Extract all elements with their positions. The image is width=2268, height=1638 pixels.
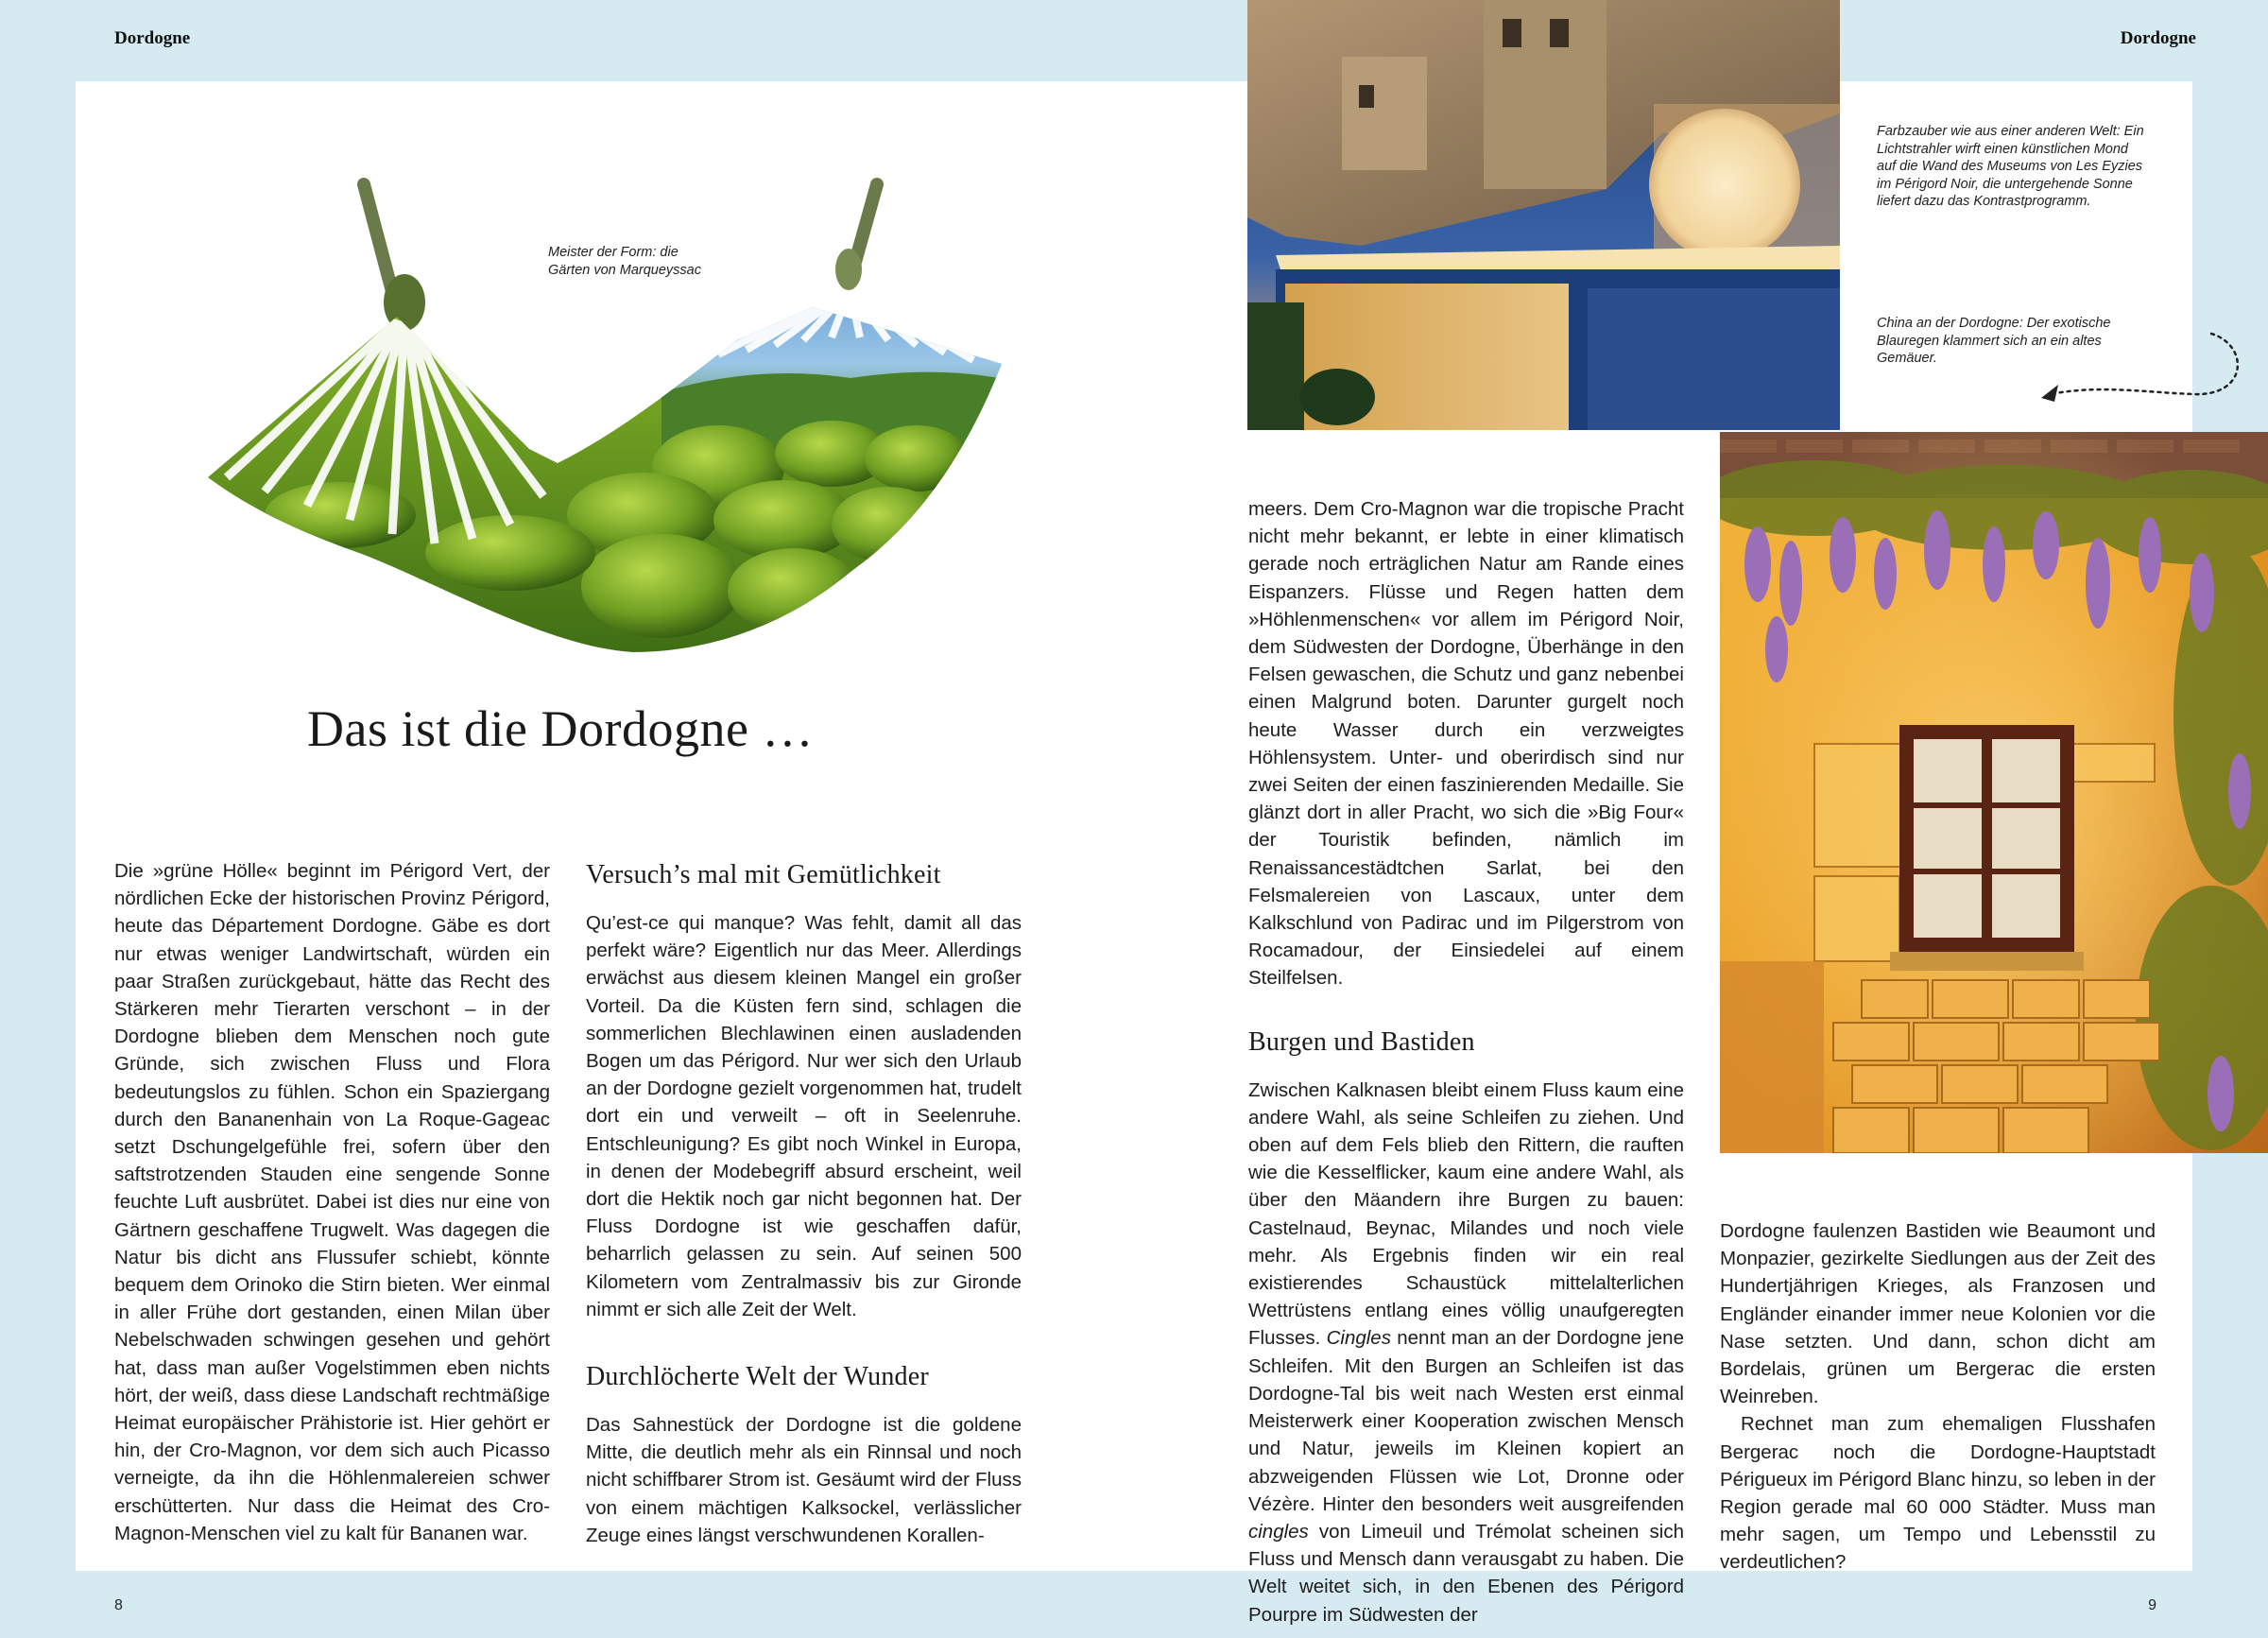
col1-paragraph-1: Die »grüne Hölle« beginnt im Périgord Vert, der nördlichen Ecke der historischen Provinz Périgord, heute das Département Dordogne. Gäbe es dort nur etwas weniger Landwirtschaft, würden ein paar Straßen zurückgebaut, hätte das Recht des Stärkeren mehr Tierarten verschont – in der Dordogne blieben dem Menschen noch gute Gründe, sich zwischen Fluss und Flora bedeutungslos zu fühlen. Schon ein Spaziergang durch den Bananenhain von La Roque-Gageac setzt Dschungelgefühle frei, sofern über den saftstrotzenden Stauden eine sengende Sonne feuchte Luft ausbrütet. Dabei ist dies nur eine von Gärtnern geschaffene Trugwelt. Was dagegen die Natur bis dicht ans Flussufer schiebt, könnte bequem dem Orinoko die Stirn bieten. Wer einmal in aller Frühe dort gestanden, einen Milan über Nebelschwaden schwingen gesehen und gehört hat, dass man außer Vogelstimmen eben nichts hört, der weiß, dass diese Landschaft rechtmäßige Heimat europäischer Prähistorie ist. Hier gehört er hin, der Cro-Magnon, vor dem sich auch Picasso verneigte, da ihn die Höhlenmalereien schwer erschütterten. Nur dass die Heimat des Cro-Magnon-Menschen viel zu kalt für Bananen war. — [114, 860, 550, 1544]
caption-wisteria: China an der Dordogne: Der exotische Blauregen klammert sich an ein altes Gemäuer. — [1877, 316, 2111, 366]
page-title: Das ist die Dordogne … — [307, 700, 814, 757]
column-2 — [586, 860, 1022, 1549]
running-head-left: Dordogne — [114, 28, 191, 48]
col3-p2-part-c: nennt man an der Dordogne jene Schleifen. Mit den Burgen an Schleifen ist das Dordogne-Tal bis weit nach Westen erst einmal Meisterwerk einer Kooperation zwischen Mensch und Natur, jeweils im Kleinen kopiert an abzweigenden Flüssen wie Lot, Dronne oder Vézère. Hinter den besonders weit ausgreifenden — [1248, 1327, 1684, 1515]
column-3 — [1248, 495, 1684, 1629]
column-1 — [114, 857, 550, 1547]
col4-paragraph-1: Dordogne faulenzen Bastiden wie Beaumont und Monpazier, gezirkelte Siedlungen aus der Zeit des Hundertjährigen Krieges, als Franzosen und Engländer einander immer neue Kolonien vor die Nase setzten. Und dann, schon dicht am Bordelais, grünen um Bergerac die ersten Weinreben. — [1720, 1220, 2156, 1408]
col3-p2-italic-cingles-2: cingles — [1248, 1520, 1309, 1543]
col4-paragraph-2: Rechnet man zum ehemaligen Flusshafen Bergerac noch die Dordogne-Hauptstadt Périgueux im Périgord Blanc hinzu, so leben in der Region gerade mal 60 000 Städter. Muss man mehr sagen, um Tempo und Lebensstil zu verdeutlichen? — [1720, 1413, 2156, 1574]
caption-museum: Farbzauber wie aus einer anderen Welt: Ein Lichtstrahler wirft einen künstlichen Mond auf die Wand des Museums von Les Eyzies im Périgord Noir, die untergehende Sonne liefert dazu das Kontrastprogramm. — [1877, 124, 2144, 209]
wisteria-wall-image — [1720, 432, 2268, 1153]
running-head-right: Dordogne — [2120, 28, 2196, 48]
col3-p2-italic-cingles: Cingles — [1326, 1327, 1391, 1350]
museum-les-eyzies-image — [1247, 0, 1840, 430]
subheading-gemuetlichkeit: Versuch’s mal mit Gemütlichkeit — [586, 860, 941, 889]
col3-p2-part-e: von Limeuil und Trémolat scheinen sich Fluss und Mensch dann verausgabt zu haben. Die Welt weitet sich, in den Ebenen des Périgord Pourpre im Südwesten der — [1248, 1520, 1684, 1626]
dotted-arrow-icon — [2022, 326, 2249, 411]
col2-paragraph-1: Qu’est-ce qui manque? Was fehlt, damit all das perfekt wäre? Eigentlich nur das Meer. Allerdings erwächst aus diesem kleinen Mangel ein großer Vorteil. Da die Küsten fern sind, schlagen die sommerlichen Blechlawinen einen ausladenden Bogen um das Périgord. Nur wer sich den Urlaub an der Dordogne gezielt vorgenommen hat, trudelt dort ein und verweilt – oft in Seelenruhe. Entschleunigung? Es gibt noch Winkel in Europa, in denen der Modebegriff absurd erscheint, weil dort die Hektik noch gar nicht begonnen hat. Der Fluss Dordogne ist wie geschaffen dafür, beharrlich gelassen zu sein. Auf seinen 500 Kilometern vom Zentralmassiv bis zur Gironde nimmt er sich alle Zeit der Welt. — [586, 912, 1022, 1320]
subheading-burgen-bastiden: Burgen und Bastiden — [1248, 1026, 1475, 1057]
column-4 — [1720, 1217, 2156, 1577]
subheading-welt-der-wunder: Durchlöcherte Welt der Wunder — [586, 1362, 929, 1392]
page-number-right: 9 — [2148, 1597, 2156, 1613]
caption-hammock: Meister der Form: die Gärten von Marqueyssac — [548, 245, 701, 278]
col3-paragraph-2 — [1248, 1077, 1684, 1629]
col3-p2-part-a: Zwischen Kalknasen bleibt einem Fluss kaum eine andere Wahl, als seine Schleifen zu ziehen. Und oben auf dem Fels blieb den Rittern, die rauften wie die Kesselflicker, kaum eine andere Wahl, als über den Mäandern ihre Burgen zu bauen: Castelnaud, Beynac, Milandes und noch viele mehr. Als Ergebnis finden wir ein real existierendes Schaustück mittelalterlichen Wettrüstens entlang eines völlig unaufgeregten Flusses. — [1248, 1078, 1684, 1350]
col3-paragraph-1: meers. Dem Cro-Magnon war die tropische Pracht nicht mehr bekannt, er lebte in einer klimatisch gerade noch erträglichen Natur am Rande eines Eispanzers. Flüsse und Regen hatten dem »Höhlenmenschen« vor allem im Périgord Noir, dem Südwesten der Dordogne, Überhänge in den Felsen gewaschen, die Schutz und ganz nebenbei einen Malgrund boten. Darunter gurgelt noch heute Wasser durch ein verzweigtes Höhlensystem. Unter- und oberirdisch sind nur zwei Seiten der einen faszinierenden Medaille. Sie glänzt dort in aller Pracht, wo sich die »Big Four« der Touristik befinden, nämlich im Renaissancestädtchen Sarlat, bei den Felsmalereien von Lascaux, unter dem Kalkschlund von Padirac und im Pilgerstrom von Rocamadour, der Einsiedelei auf einem Steilfelsen. — [1248, 498, 1684, 990]
page-number-left: 8 — [114, 1597, 123, 1613]
col2-paragraph-2: Das Sahnestück der Dordogne ist die goldene Mitte, die deutlich mehr als ein Rinnsal und noch nicht schiffbarer Strom ist. Gesäumt wird der Fluss von einem mächtigen Kalksockel, verlässlicher Zeuge eines längst verschwundenen Korallen- — [586, 1414, 1022, 1546]
